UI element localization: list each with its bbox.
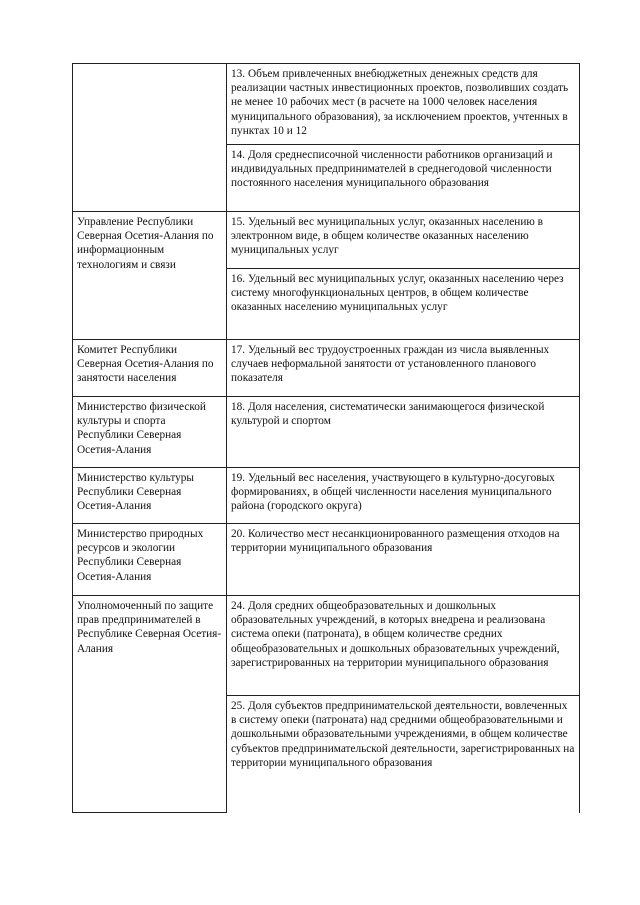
indicator-cell — [227, 696, 580, 813]
agency-cell — [73, 524, 227, 596]
indicator-cell — [227, 524, 580, 596]
indicators-table — [72, 63, 580, 813]
table-row — [73, 397, 580, 468]
indicator-cell — [227, 340, 580, 397]
agency-cell — [73, 64, 227, 212]
agency-ecology: Министерство природных ресурсов и экологии Республики Северная Осетия-Алания — [77, 528, 204, 583]
table-row — [73, 340, 580, 397]
agency-it: Управление Республики Северная Осетия-Алания по информационным технологиям и связи — [77, 216, 214, 271]
indicator-20: 20. Количество мест несанкционированного размещения отходов на территории муниципального образования — [231, 528, 560, 555]
table-row — [73, 524, 580, 596]
agency-ombudsman: Уполномоченный по защите прав предпринимателей в Республике Северная Осетия-Алания — [77, 600, 222, 655]
indicator-25: 25. Доля субъектов предпринимательской деятельности, вовлеченных в систему опеки (патроната) над средними общеобразовательными и дошкольными образовательными учреждениями, в общем количестве субъектов предпринимательской деятельности, зарегистрированных на территории муниципального образования — [231, 700, 575, 769]
agency-cell — [73, 340, 227, 397]
table-row — [73, 468, 580, 524]
indicator-16: 16. Удельный вес муниципальных услуг, оказанных населению через систему многофункциональных центров, в общем количестве оказанных населению муниципальных услуг — [231, 273, 564, 314]
indicator-19: 19. Удельный вес населения, участвующего в культурно-досуговых формированиях, в общей численности населения муниципального района (городского округа) — [231, 472, 555, 513]
agency-culture: Министерство культуры Республики Северная Осетия-Алания — [77, 472, 194, 513]
indicator-cell — [227, 397, 580, 468]
agency-cell — [73, 212, 227, 340]
agency-employment: Комитет Республики Северная Осетия-Алания по занятости населения — [77, 344, 214, 385]
indicator-17: 17. Удельный вес трудоустроенных граждан из числа выявленных случаев неформальной занятости от установленного планового показателя — [231, 344, 550, 385]
indicator-cell — [227, 269, 580, 340]
indicator-cell — [227, 468, 580, 524]
indicator-18: 18. Доля населения, систематически занимающегося физической культурой и спортом — [231, 401, 545, 428]
agency-cell — [73, 397, 227, 468]
table-row — [73, 64, 580, 145]
indicator-14: 14. Доля среднесписочной численности работников организаций и индивидуальных предпринимателей в среднегодовой численности постоянного населения муниципального образования — [231, 149, 553, 190]
indicator-13: 13. Объем привлеченных внебюджетных денежных средств для реализации частных инвестиционных проектов, позволивших создать не менее 10 рабочих мест (в расчете на 1000 человек населения муниципального образования), за исключением проектов, учтенных в пунктах 10 и 12 — [231, 68, 569, 137]
agency-cell — [73, 468, 227, 524]
indicator-cell — [227, 212, 580, 269]
indicator-cell — [227, 145, 580, 212]
table-row — [73, 596, 580, 696]
indicator-15: 15. Удельный вес муниципальных услуг, оказанных населению в электронном виде, в общем количестве оказанных населению муниципальных услуг — [231, 216, 543, 257]
indicator-cell — [227, 596, 580, 696]
agency-sport: Министерство физической культуры и спорта Республики Северная Осетия-Алания — [77, 401, 206, 456]
agency-cell — [73, 596, 227, 813]
indicator-24: 24. Доля средних общеобразовательных и дошкольных образовательных учреждений, в которых внедрена и реализована система опеки (патроната), в общем количестве средних общеобразовательных и дошкольных образовательных учреждений, зарегистрированных на территории муниципального образования — [231, 600, 560, 669]
indicator-cell — [227, 64, 580, 145]
table-row — [73, 212, 580, 269]
